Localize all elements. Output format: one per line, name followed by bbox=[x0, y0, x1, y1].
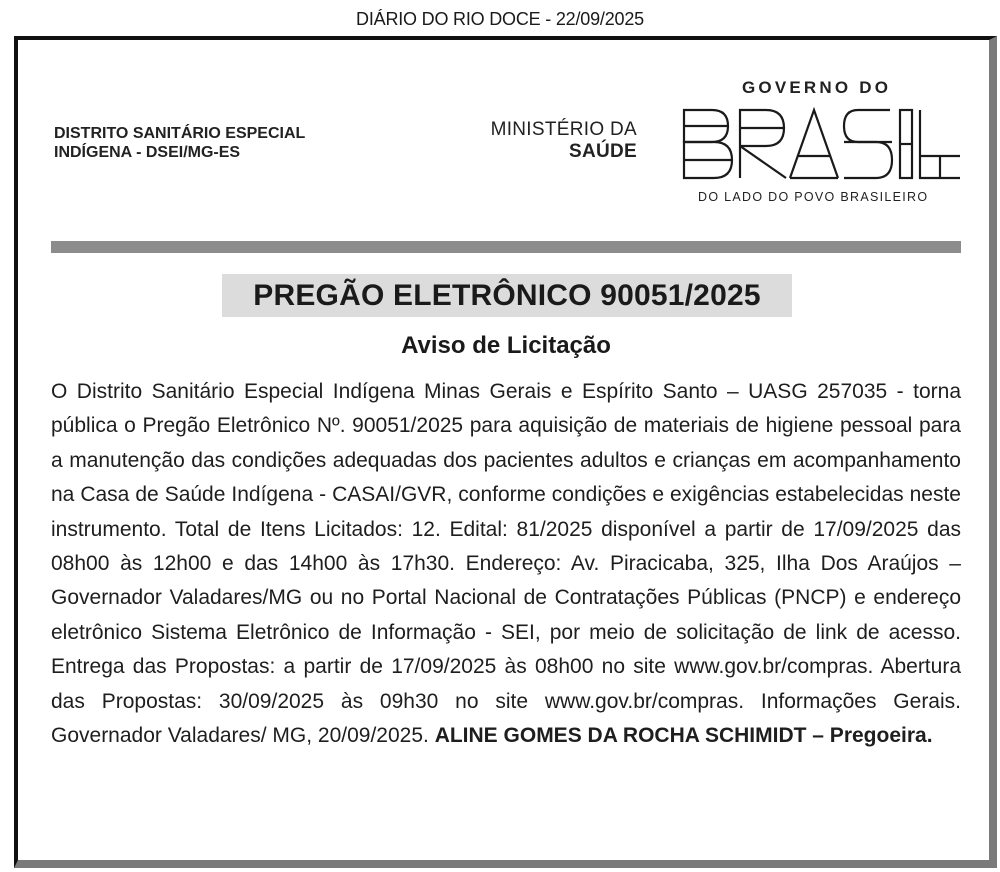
brasil-logo bbox=[682, 106, 962, 182]
notice-frame bbox=[14, 36, 997, 868]
notice-subtitle: Aviso de Licitação bbox=[401, 332, 611, 359]
org-name-line1: DISTRITO SANITÁRIO ESPECIAL bbox=[54, 125, 306, 142]
notice-signature: ALINE GOMES DA ROCHA SCHIMIDT – Pregoeira. bbox=[434, 724, 933, 748]
org-name-line2: INDÍGENA - DSEI/MG-ES bbox=[54, 144, 241, 161]
notice-body bbox=[51, 375, 961, 753]
government-title: GOVERNO DO bbox=[742, 78, 892, 97]
ministry-line2: SAÚDE bbox=[568, 141, 637, 162]
notice-title: PREGÃO ELETRÔNICO 90051/2025 bbox=[222, 274, 792, 317]
divider-bar bbox=[51, 241, 961, 253]
government-tagline: DO LADO DO POVO BRASILEIRO bbox=[698, 190, 929, 204]
notice-body-text: O Distrito Sanitário Especial Indígena Minas Gerais e Espírito Santo – UASG 257035 - torna pública o Pregão Eletrônico Nº. 90051/2025 para aquisição de materiais de higiene pessoal para a manutenção das condições adequadas dos pacientes adultos e crianças em acompanhamento na Casa de Saúde Indígena - CASAI/GVR, conforme condições e exigências estabelecidas neste instrumento. Total de Itens Licitados: 12. Edital: 81/2025 disponível a partir de 17/09/2025 das 08h00 às 12h00 e das 14h00 às 17h30. Endereço: Av. Piracicaba, 325, Ilha Dos Araújos – Governador Valadares/MG ou no Portal Nacional de Contratações Públicas (PNCP) e endereço eletrônico Sistema Eletrônico de Informação - SEI, por meio de solicitação de link de acesso. Entrega das Propostas: a partir de 17/09/2025 às 08h00 no site www.gov.br/compras. Abertura das Propostas: 30/09/2025 às 09h30 no site www.gov.br/compras. Informações Gerais. Governador Valadares/ MG, 20/09/2025. bbox=[51, 380, 961, 748]
ministry-name bbox=[491, 119, 637, 163]
newspaper-header: DIÁRIO DO RIO DOCE - 22/09/2025 bbox=[356, 9, 644, 29]
ministry-line1: MINISTÉRIO DA bbox=[490, 119, 637, 140]
org-name bbox=[54, 124, 305, 162]
